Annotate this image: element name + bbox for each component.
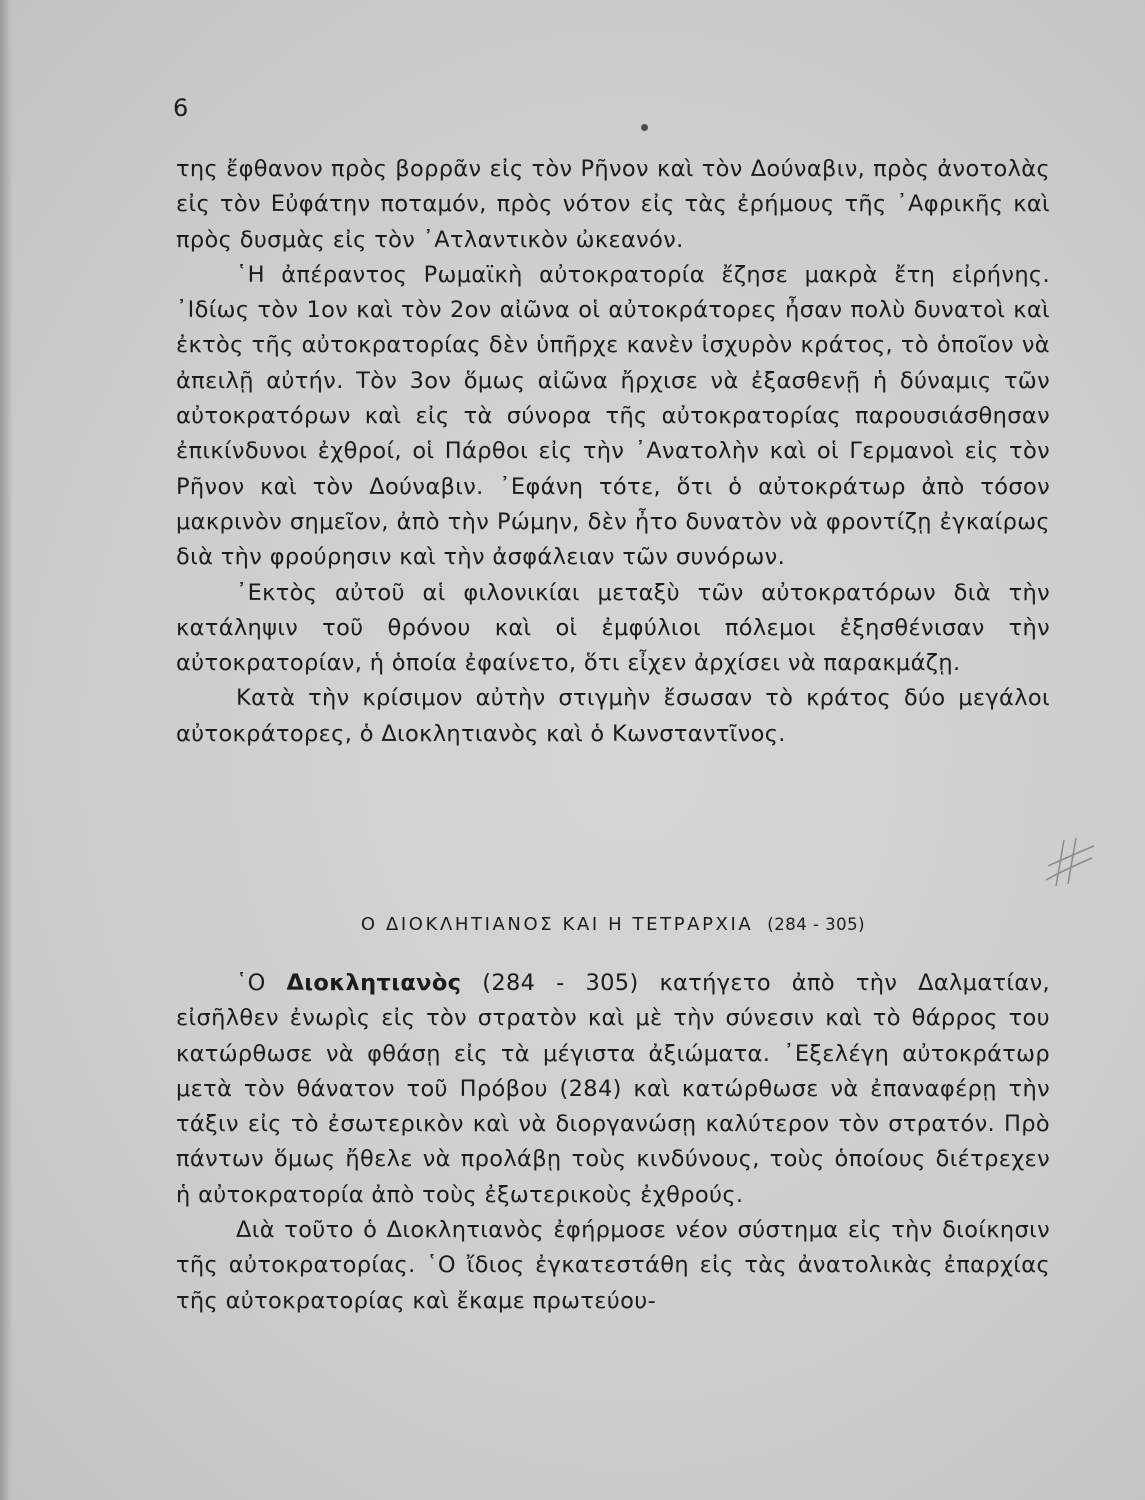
paragraph-roman-empire-peace: ῾Η ἀπέραντος Ρωμαϊκὴ αὐτοκρατορία ἔζησε μακρὰ ἔτη εἰρήνης. ᾿Ιδίως τὸν 1ον καὶ τὸν 2ον αἰῶνα οἱ αὐτοκράτορες ἦσαν πολὺ δυνατοὶ καὶ ἐκτὸς τῆς αὐτοκρατορίας δὲν ὑπῆρχε κανὲν ἰσχυρὸν κράτος, τὸ ὁποῖον νὰ ἀπειλῇ αὐτήν. Τὸν 3ον ὅμως αἰῶνα ἤρχισε νὰ ἐξασθενῇ ἡ δύναμις τῶν αὐτοκρατόρων καὶ εἰς τὰ σύνορα τῆς αὐτοκρατορίας παρουσιάσθησαν ἐπικίνδυνοι ἐχθροί, οἱ Πάρθοι εἰς τὴν ᾿Ανατολὴν καὶ οἱ Γερμανοὶ εἰς τὸν Ρῆνον καὶ τὸν Δούναβιν. ᾿Εφάνη τότε, ὅτι ὁ αὐτοκράτωρ ἀπὸ τόσον μακρινὸν σημεῖον, ἀπὸ τὴν Ρώμην, δὲν ἦτο δυνατὸν νὰ φροντίζῃ ἐγκαίρως διὰ τὴν φρούρησιν καὶ τὴν ἀσφάλειαν τῶν συνόρων.: [176, 261, 1050, 571]
paragraph-new-system: Διὰ τοῦτο ὁ Διοκλητιανὸς ἐφήρμοσε νέον σύστημα εἰς τὴν διοίκησιν τῆς αὐτοκρατορίας. ῾Ο ἴδιος ἐγκατεστάθη εἰς τὰς ἀνατολικὰς ἐπαρχίας τῆς αὐτοκρατορίας καὶ ἔκαμε πρωτεύου-: [176, 1217, 1050, 1314]
page-left-edge-shadow: [0, 0, 12, 1500]
paragraph-diocletian-origin: [176, 966, 1050, 1213]
pencil-mark-icon: [1042, 836, 1098, 892]
paragraph-two-emperors: Κατὰ τὴν κρίσιμον αὐτὴν στιγμὴν ἔσωσαν τὸ κράτος δύο μεγάλοι αὐτοκράτορες, ὁ Διοκλητιανὸς καὶ ὁ Κωνσταντῖνος.: [176, 685, 1050, 747]
section-heading-title: Ο ΔΙΟΚΛΗΤΙΑΝΟΣ ΚΑΙ Η ΤΕΤΡΑΡΧΙΑ: [360, 914, 754, 935]
paragraph-continuation: της ἔφθανον πρὸς βορρᾶν εἰς τὸν Ρῆνον καὶ τὸν Δούναβιν, πρὸς ἀνοτολὰς εἰς τὸν Εὐφάτην ποταμόν, πρὸς νότον εἰς τὰς ἐρήμους τῆς ᾿Αφρικῆς καὶ πρὸς δυσμὰς εἰς τὸν ᾿Ατλαντικὸν ὠκεανόν.: [176, 156, 1050, 253]
diocletian-name-bold: Διοκλητιανὸς: [286, 970, 462, 996]
section-heading: [176, 910, 1050, 940]
section-heading-years: (284 - 305): [767, 915, 866, 934]
paragraph-civil-wars: ᾿Εκτὸς αὐτοῦ αἱ φιλονικίαι μεταξὺ τῶν αὐτοκρατόρων διὰ τὴν κατάληψιν τοῦ θρόνου καὶ οἱ ἐμφύλιοι πόλεμοι ἐξησθένισαν τὴν αὐτοκρατορίαν, ἡ ὁποία ἐφαίνετο, ὅτι εἶχεν ἀρχίσει νὰ παρακμάζῃ.: [176, 579, 1050, 677]
ink-speck: [641, 124, 648, 131]
page-number: 6: [173, 94, 189, 122]
paragraph-lead-article: ῾Ο: [236, 970, 266, 996]
body-text-bottom: [176, 966, 1050, 1319]
body-text-top: [176, 152, 1050, 752]
paragraph-diocletian-rest: (284 - 305) κατήγετο ἀπὸ τὴν Δαλματίαν, εἰσῆλθεν ἐνωρὶς εἰς τὸν στρατὸν καὶ μὲ τὴν σύνεσιν καὶ τὸ θάρρος του κατώρθωσε νὰ φθάσῃ εἰς τὰ μέγιστα ἀξιώματα. ᾿Εξελέγη αὐτοκράτωρ μετὰ τὸν θάνατον τοῦ Πρόβου (284) καὶ κατώρθωσε νὰ ἐπαναφέρῃ τὴν τάξιν εἰς τὸ ἐσωτερικὸν καὶ νὰ διοργανώσῃ καλύτερον τὸν στρατόν. Πρὸ πάντων ὅμως ἤθελε νὰ προλάβῃ τοὺς κινδύνους, τοὺς ὁποίους διέτρεχεν ἡ αὐτοκρατορία ἀπὸ τοὺς ἐξωτερικοὺς ἐχθρούς.: [176, 970, 1050, 1208]
